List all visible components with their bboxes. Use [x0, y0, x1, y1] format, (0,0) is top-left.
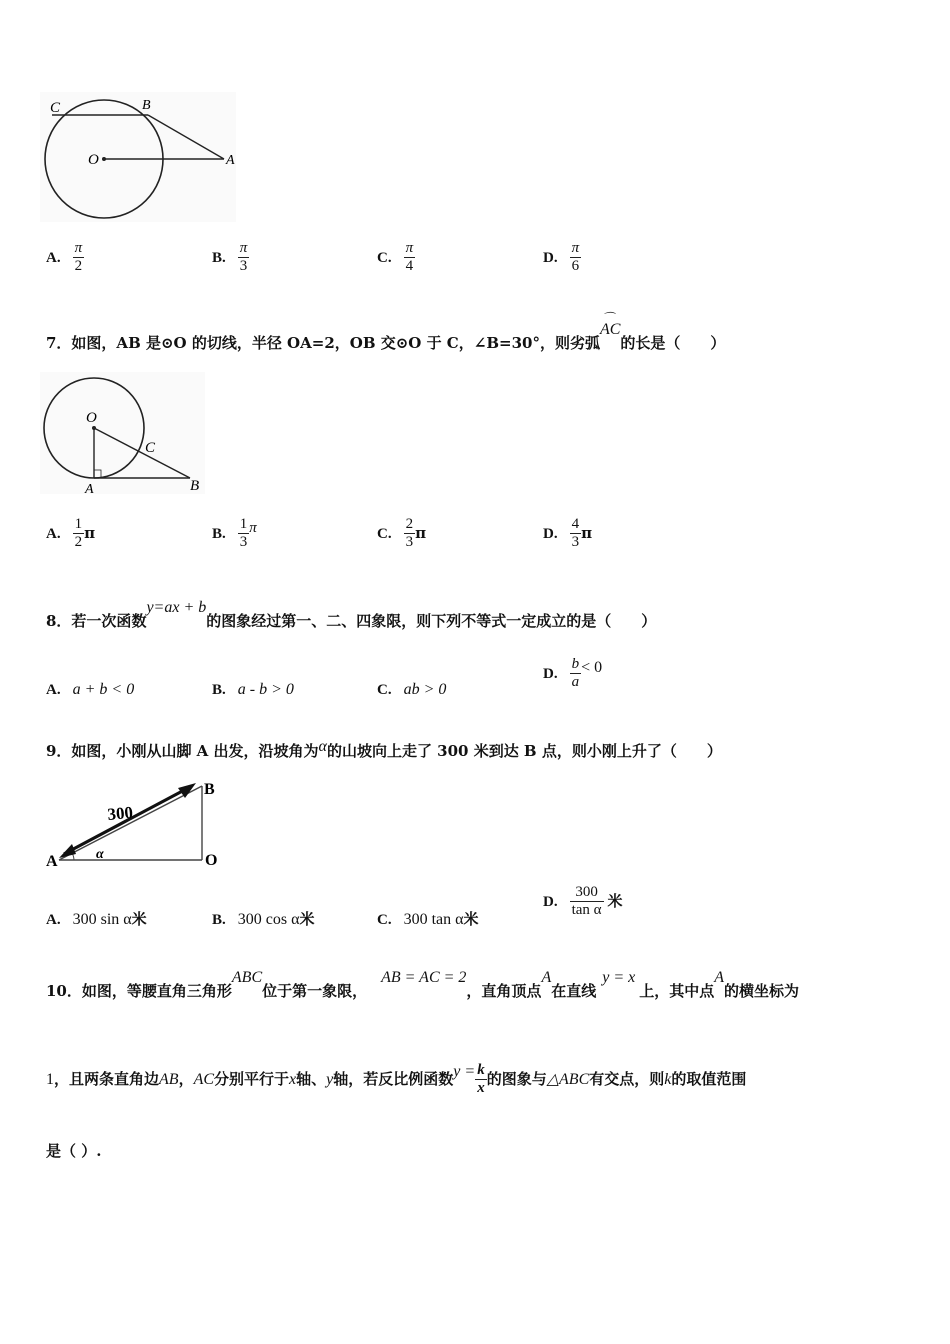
fraction: $\frac{\pi}{6}$ — [571, 240, 580, 275]
fraction: $\frac{2}{3}$ — [405, 516, 414, 551]
label-a: A — [46, 853, 58, 870]
q9-option-a[interactable]: A. 300 sin α米 — [46, 910, 147, 928]
q8-option-c[interactable]: C. ab > 0 — [377, 681, 447, 698]
q9-option-c[interactable]: C. 300 tan α米 — [377, 910, 479, 928]
label-o: O — [88, 152, 99, 168]
label-o: O — [86, 410, 97, 426]
fraction: $\frac{1}{3}$ — [239, 516, 248, 551]
figure-q9 — [44, 774, 234, 874]
label-c: C — [145, 440, 156, 456]
figure-q7 — [40, 372, 215, 497]
q9-option-b[interactable]: B. 300 cos α米 — [212, 910, 315, 928]
q8-option-a[interactable]: A. a + b < 0 — [46, 681, 135, 698]
q8-option-d[interactable]: D. $\frac{b}{a}$ < 0 — [543, 656, 603, 691]
label-o: O — [205, 852, 218, 869]
question-10-line-3: 是（ ）. — [46, 1142, 102, 1160]
fraction: $\frac{1}{2}$ — [74, 516, 83, 551]
label-alpha: α — [96, 847, 104, 862]
arc-ac: ⌒ AC — [599, 311, 621, 338]
fraction: $\frac{\pi}{2}$ — [74, 240, 83, 275]
label-300: 300 — [106, 802, 134, 824]
q7-option-d[interactable]: D. $\frac{4}{3}$ π — [543, 516, 593, 551]
q7-option-b[interactable]: B. $\frac{1}{3}$ π — [212, 516, 257, 551]
q6-option-d[interactable]: D. $\frac{\pi}{6}$ — [543, 240, 580, 275]
question-8: 8．若一次函数y=ax + b的图象经过第一、二、四象限，则下列不等式一定成立的是（ ） — [46, 599, 657, 630]
fraction: $\frac{300}{\text{tan α}}$ — [571, 884, 602, 919]
question-9: 9．如图，小刚从山脚 A 出发，沿坡角为α的山坡向上走了 300 米到达 B 点，则小刚上升了（ ） — [46, 738, 722, 760]
label-b: B — [190, 478, 200, 494]
label-a: A — [226, 153, 235, 168]
label-b: B — [142, 98, 151, 113]
figure-q6 — [40, 92, 250, 227]
question-10-line-2: 1，且两条直角边AB，AC分别平行于x轴、y轴，若反比例函数y = $\frac{k}{x}$ 的图象与△ABC有交点，则k的取值范围 — [46, 1062, 747, 1097]
question-10-line-1: 10．如图，等腰直角三角形ABC位于第一象限，AB = AC = 2，直角顶点A在直线y = x上，其中点A的横坐标为 — [46, 969, 800, 1000]
center-point — [92, 426, 96, 430]
label-a: A — [85, 482, 94, 497]
fraction: $\frac{4}{3}$ — [571, 516, 580, 551]
q6-option-b[interactable]: B. $\frac{\pi}{3}$ — [212, 240, 248, 275]
slope-ab — [59, 786, 202, 860]
q8-option-b[interactable]: B. a - b > 0 — [212, 681, 294, 698]
q7-option-a[interactable]: A. $\frac{1}{2}$ π — [46, 516, 96, 551]
figure-q7-bg — [40, 372, 205, 494]
fraction: $\frac{\pi}{3}$ — [239, 240, 248, 275]
center-point — [102, 157, 106, 161]
alpha-symbol: α — [318, 738, 327, 755]
fraction: $\frac{\pi}{4}$ — [405, 240, 414, 275]
q6-option-a[interactable]: A. $\frac{\pi}{2}$ — [46, 240, 83, 275]
label-b: B — [204, 781, 215, 798]
question-7: 7．如图，AB 是⊙O 的切线，半径 OA=2，OB 交⊙O 于 C，∠B=30°，则劣弧 ⌒ AC的长是（ ） — [46, 311, 726, 352]
label-c: C — [50, 100, 61, 116]
q7-option-c[interactable]: C. $\frac{2}{3}$ π — [377, 516, 427, 551]
q9-option-d[interactable]: D. $\frac{300}{\text{tan α}}$ 米 — [543, 884, 623, 919]
fraction: $\frac{b}{a}$ — [571, 656, 580, 691]
formula-linear: y=ax + b — [146, 599, 207, 616]
fraction-k-over-x: $\frac{k}{x}$ — [477, 1062, 485, 1097]
q6-option-c[interactable]: C. $\frac{\pi}{4}$ — [377, 240, 414, 275]
